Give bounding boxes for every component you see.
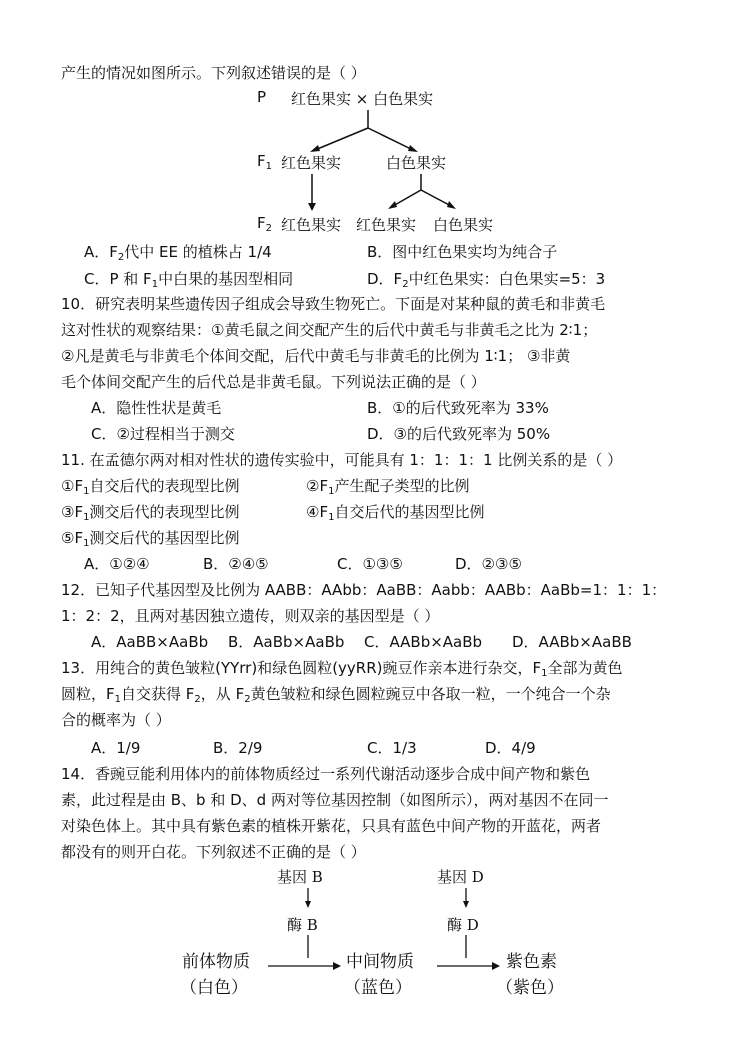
q11-item-3: $③F_1$测交后代的表现型比例 (61, 503, 240, 523)
q13-option-c: C．1/3 (367, 739, 417, 757)
q11-option-a: A．①②④ (84, 555, 150, 573)
precursor-color: （白色） (180, 978, 248, 998)
f1-red-fruit: 红色果实 (281, 154, 342, 172)
q10-option-c: C．②过程相当于测交 (91, 425, 235, 443)
parent-generation-label: P (257, 88, 267, 106)
q12-option-c: C．AABb×AaBb (364, 633, 483, 651)
parent-cross: 红色果实 × 白色果实 (291, 90, 434, 108)
q12-option-b: B．AaBb×AaBb (228, 633, 345, 651)
q14-stem-line-2: 素，此过程是由 B、b 和 D、d 两对等位基因控制（如图所示），两对基因不在同一 (61, 791, 609, 809)
q11-item-4: $④F_1$自交后代的基因型比例 (306, 503, 485, 523)
gene-b-label: 基因 B (277, 868, 323, 886)
gene-d-label: 基因 D (437, 868, 484, 886)
q9-option-c: C．P 和 $F_1$中白果的基因型相同 (84, 270, 294, 290)
q12-option-d: D．AABb×AaBB (512, 633, 632, 651)
q10-stem-line-1: 10．研究表明某些遗传因子组成会导致生物死亡。下面是对某种鼠的黄毛和非黄毛 (61, 295, 606, 313)
f2-generation-label: $F_2$ (257, 214, 273, 234)
q13-option-a: A．1/9 (91, 739, 141, 757)
q11-item-5: $⑤F_1$测交后代的基因型比例 (61, 529, 240, 549)
q14-stem-line-4: 都没有的则开白花。下列叙述不正确的是（ ） (61, 843, 366, 861)
f2-white-fruit: 白色果实 (433, 216, 494, 234)
precursor-substance: 前体物质 (182, 952, 250, 972)
question-stem-intro: 产生的情况如图所示。下列叙述错误的是（ ） (61, 64, 366, 82)
q11-option-d: D．②③⑤ (455, 555, 522, 573)
q11-stem: 11. 在孟德尔两对相对性状的遗传实验中，可能具有 1：1：1：1 比例关系的是（ ） (61, 451, 623, 469)
enzyme-d-label: 酶 D (447, 916, 479, 934)
q11-item-2: $②F_1$产生配子类型的比例 (306, 477, 470, 497)
q10-option-a: A．隐性性状是黄毛 (91, 399, 222, 417)
q9-option-b: B．图中红色果实均为纯合子 (367, 243, 558, 261)
q13-stem-line-2: 圆粒，$F_1$自交获得 $F_2$，从 $F_2$黄色皱粒和绿色圆粒豌豆中各取一粒，一个纯合一个杂 (61, 685, 611, 705)
f1-generation-label: $F_1$ (257, 152, 273, 172)
q12-stem-line-1: 12．已知子代基因型及比例为 AABB：AAbb：AaBB：Aabb：AABb：AaBb=1：1：1： (61, 581, 667, 599)
q11-option-b: B．②④⑤ (203, 555, 269, 573)
q10-option-d: D．③的后代致死率为 50% (367, 425, 551, 443)
q14-stem-line-3: 对染色体上。其中具有紫色素的植株开紫花，只具有蓝色中间产物的开蓝花，两者 (61, 817, 602, 835)
intermediate-substance: 中间物质 (346, 952, 414, 972)
q10-stem-line-4: 毛个体间交配产生的后代总是非黄毛鼠。下列说法正确的是（ ） (61, 373, 486, 391)
q11-option-c: C．①③⑤ (337, 555, 403, 573)
q10-stem-line-3: ②凡是黄毛与非黄毛个体间交配，后代中黄毛与非黄毛的比例为 1∶1； ③非黄 (61, 347, 571, 365)
intermediate-color: （蓝色） (344, 978, 412, 998)
purple-pigment: 紫色素 (506, 952, 557, 972)
q14-stem-line-1: 14．香豌豆能利用体内的前体物质经过一系列代谢活动逐步合成中间产物和紫色 (61, 765, 591, 783)
q13-stem-line-3: 合的概率为（ ） (61, 711, 171, 729)
q11-item-1: $①F_1$自交后代的表现型比例 (61, 477, 240, 497)
enzyme-b-label: 酶 B (287, 916, 318, 934)
pigment-color: （紫色） (496, 978, 564, 998)
f1-white-fruit: 白色果实 (386, 154, 447, 172)
q13-stem-line-1: 13．用纯合的黄色皱粒(YYrr)和绿色圆粒(yyRR)豌豆作亲本进行杂交，$F_1$全部为黄色 (61, 659, 623, 679)
q9-option-d: D．$F_2$中红色果实：白色果实=5：3 (367, 270, 606, 290)
q13-option-d: D．4/9 (485, 739, 536, 757)
q10-option-b: B．①的后代致死率为 33% (367, 399, 549, 417)
q12-stem-line-2: 1：2：2，且两对基因独立遗传，则双亲的基因型是（ ） (61, 607, 440, 625)
q10-stem-line-2: 这对性状的观察结果：①黄毛鼠之间交配产生的后代中黄毛与非黄毛之比为 2∶1； (61, 321, 598, 339)
q12-option-a: A．AaBB×AaBb (91, 633, 209, 651)
f2-red-fruit-right: 红色果实 (356, 216, 417, 234)
q9-option-a: A．$F_2$代中 EE 的植株占 1/4 (84, 243, 272, 263)
f2-red-fruit-left: 红色果实 (281, 216, 342, 234)
q13-option-b: B．2/9 (213, 739, 263, 757)
